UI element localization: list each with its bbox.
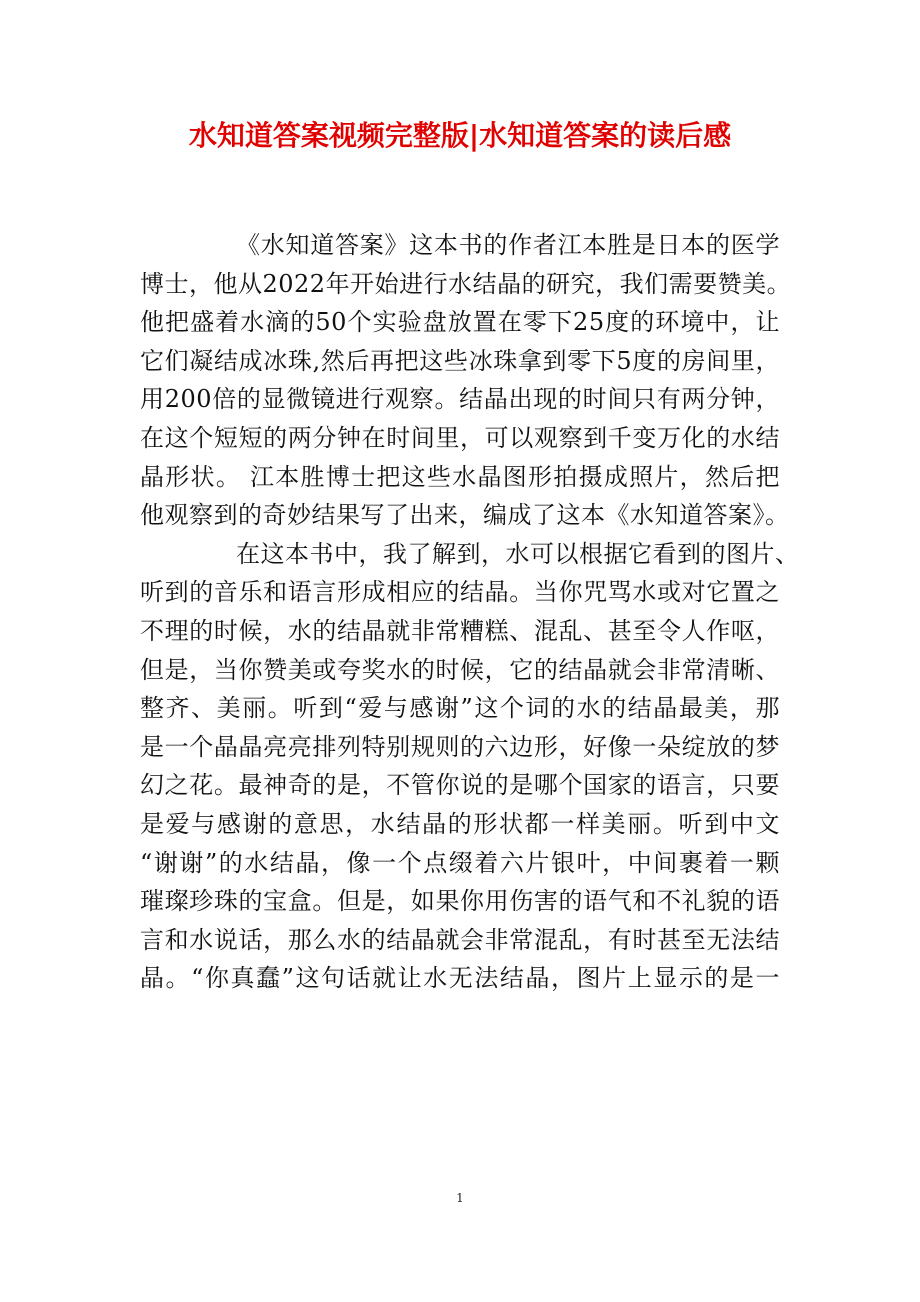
paragraph-2-line-3: 不理的时候，水的结晶就非常糟糕、混乱、甚至令人作呕，	[140, 616, 780, 645]
paragraph-2-line-11: 言和水说话，那么水的结晶就会非常混乱，有时甚至无法结	[140, 925, 780, 954]
paragraph-2-line-2: 听到的音乐和语言形成相应的结晶。当你咒骂水或对它置之	[140, 578, 780, 607]
paragraph-2-line-4: 但是，当你赞美或夸奖水的时候，它的结晶就会非常清晰、	[140, 655, 780, 684]
document-body	[140, 226, 800, 998]
paragraph-2-line-12: 晶。“你真蠢”这句话就让水无法结晶，图片上显示的是一	[140, 964, 780, 993]
paragraph-2-line-5: 整齐、美丽。听到“爱与感谢”这个词的水的结晶最美，那	[140, 694, 780, 723]
paragraph-2-line-9: “谢谢”的水结晶，像一个点缀着六片银叶，中间裹着一颗	[140, 848, 780, 877]
paragraph-1-line-2: 博士，他从2022年开始进行水结晶的研究，我们需要赞美。	[140, 269, 792, 298]
paragraph-1-line-8: 他观察到的奇妙结果写了出来，编成了这本《水知道答案》。	[140, 501, 790, 530]
paragraph-1-line-4: 它们凝结成冰珠,然后再把这些冰珠拿到零下5度的房间里，	[140, 346, 780, 375]
paragraph-2-line-1: 在这本书中，我了解到，水可以根据它看到的图片、	[236, 539, 800, 568]
page-number: 1	[456, 1191, 464, 1205]
paragraph-1-line-5: 用200倍的显微镜进行观察。结晶出现的时间只有两分钟，	[140, 385, 780, 414]
paragraph-2-line-10: 璀璨珍珠的宝盒。但是，如果你用伤害的语气和不礼貌的语	[140, 887, 780, 916]
paragraph-1-line-3: 他把盛着水滴的50个实验盘放置在零下25度的环境中，让	[140, 308, 780, 337]
paragraph-2-line-8: 是爱与感谢的意思，水结晶的形状都一样美丽。听到中文	[140, 809, 780, 838]
paragraph-2-line-7: 幻之花。最神奇的是，不管你说的是哪个国家的语言，只要	[140, 771, 780, 800]
paragraph-2-line-6: 是一个晶晶亮亮排列特别规则的六边形，好像一朵绽放的梦	[140, 732, 780, 761]
paragraph-1-line-6: 在这个短短的两分钟在时间里，可以观察到千变万化的水结	[140, 423, 780, 452]
document-title: 水知道答案视频完整版|水知道答案的读后感	[188, 119, 732, 152]
paragraph-1-line-7: 晶形状。 江本胜博士把这些水晶图形拍摄成照片，然后把	[140, 462, 780, 491]
paragraph-1-line-1: 《水知道答案》这本书的作者江本胜是日本的医学	[236, 231, 780, 259]
